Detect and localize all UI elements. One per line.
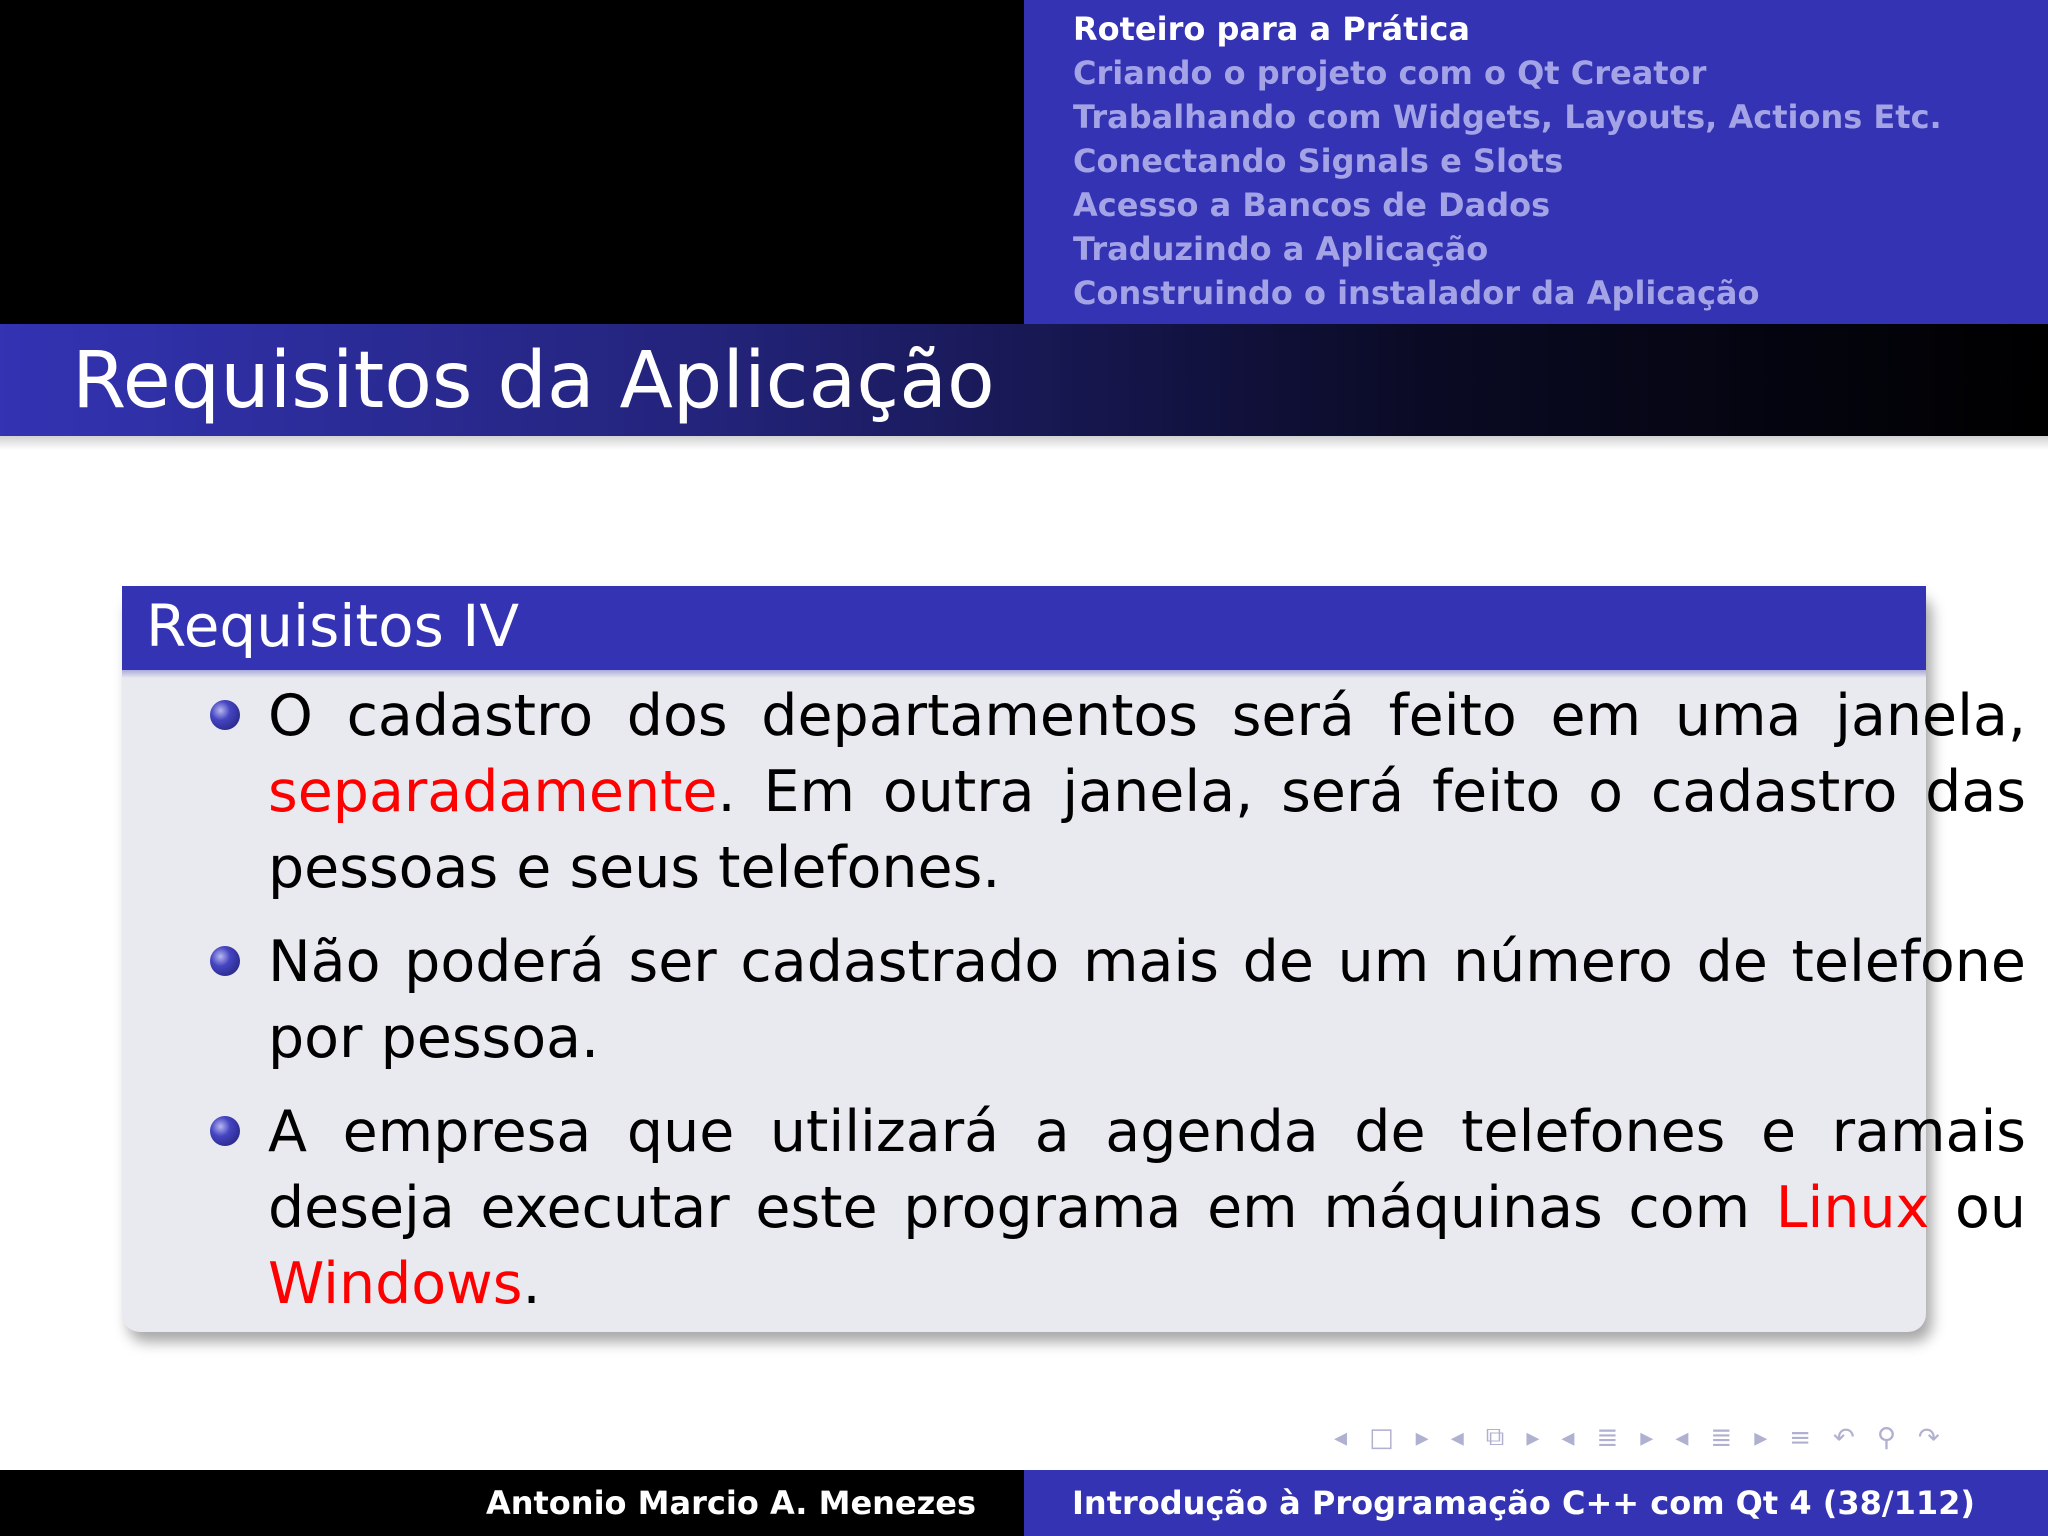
block-title: Requisitos IV [146, 592, 520, 660]
footer-author-bar [0, 1470, 1024, 1536]
frame-title: Requisitos da Aplicação [72, 336, 995, 426]
prev-part-icon[interactable]: ◂ [1675, 1422, 1689, 1453]
bullet-list [268, 678, 2026, 1340]
list-item [268, 678, 2026, 906]
item-text: . [522, 1251, 541, 1317]
item-text: O cadastro dos departamentos será feito em uma janela, [268, 683, 2026, 749]
frame-icon[interactable]: □ [1369, 1422, 1394, 1453]
bullet-icon [210, 946, 240, 976]
subsection-icon[interactable]: ⧉ [1485, 1422, 1505, 1452]
item-text: A empresa que utilizará a agenda de telefones e ramais deseja executar este programa em máquinas com [268, 1099, 2026, 1241]
footer-title-bar [1024, 1470, 2048, 1536]
prev-frame-icon[interactable]: ◂ [1334, 1422, 1348, 1453]
next-section-icon[interactable]: ▸ [1640, 1422, 1654, 1453]
list-item [268, 924, 2026, 1076]
bullet-icon [210, 1116, 240, 1146]
next-part-icon[interactable]: ▸ [1754, 1422, 1768, 1453]
beamer-navigation [1334, 1422, 1940, 1453]
prev-subsection-icon[interactable]: ◂ [1450, 1422, 1464, 1453]
highlight-text: separadamente [268, 759, 718, 825]
requirements-block [122, 586, 2026, 1332]
highlight-text: Linux [1775, 1175, 1930, 1241]
frame-title-bar [0, 324, 2048, 436]
subsection-traduzindo[interactable]: Traduzindo a Aplicação [1073, 230, 1489, 268]
header-sections-bar [0, 0, 1024, 324]
subsection-bancos-dados[interactable]: Acesso a Bancos de Dados [1073, 186, 1551, 224]
block-title-shadow [122, 670, 1926, 678]
bullet-icon [210, 700, 240, 730]
section-icon[interactable]: ≣ [1596, 1422, 1619, 1453]
forward-icon[interactable]: ↷ [1917, 1422, 1940, 1453]
align-icon[interactable]: ≡ [1789, 1422, 1812, 1453]
item-text: Não poderá ser cadastrado mais de um número de telefone por pessoa. [268, 929, 2026, 1071]
subsection-nav [1073, 7, 1942, 315]
block-title-bar [122, 586, 1926, 670]
search-icon[interactable]: ⚲ [1876, 1422, 1896, 1453]
prev-section-icon[interactable]: ◂ [1561, 1422, 1575, 1453]
subsection-instalador[interactable]: Construindo o instalador da Aplicação [1073, 274, 1760, 312]
next-frame-icon[interactable]: ▸ [1415, 1422, 1429, 1453]
header-subsections-bar [1024, 0, 2048, 324]
back-icon[interactable]: ↶ [1833, 1422, 1855, 1453]
subsection-roteiro[interactable]: Roteiro para a Prática [1073, 10, 1470, 48]
list-item [268, 1094, 2026, 1322]
highlight-text: Windows [268, 1251, 523, 1317]
footer-author: Antonio Marcio A. Menezes [485, 1484, 976, 1522]
footer-title-page: Introdução à Programação C++ com Qt 4 (38/112) [1072, 1484, 1975, 1522]
subsection-criando-projeto[interactable]: Criando o projeto com o Qt Creator [1073, 54, 1707, 92]
subsection-signals-slots[interactable]: Conectando Signals e Slots [1073, 142, 1564, 180]
subsection-widgets-layouts[interactable]: Trabalhando com Widgets, Layouts, Actions Etc. [1073, 98, 1942, 136]
frame-title-shadow [0, 436, 2048, 450]
item-text: . Em outra janela, será feito o cadastro das pessoas e seus telefones. [268, 759, 2026, 901]
item-text: ou [1929, 1175, 2026, 1241]
next-subsection-icon[interactable]: ▸ [1526, 1422, 1540, 1453]
part-icon[interactable]: ≣ [1710, 1422, 1733, 1453]
